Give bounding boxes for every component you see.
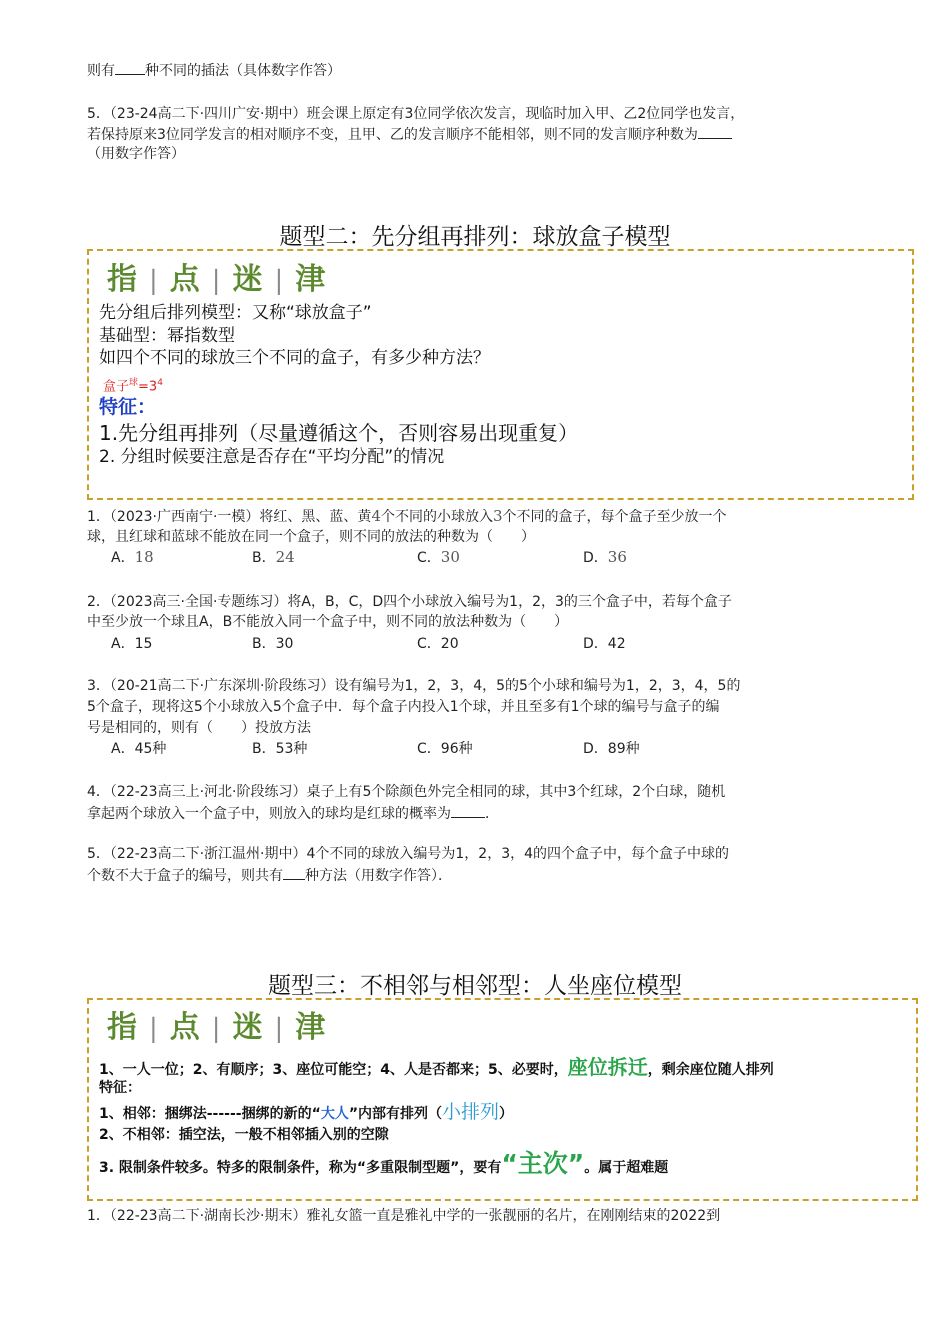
q5-top-line1: 5．（23-24高二下·四川广安·期中）班会课上原定有3位同学依次发言，现临时加入甲、乙2位同学也发言，: [87, 106, 745, 122]
feature-2: 2. 分组时候要注意是否存在“平均分配”的情况: [99, 447, 445, 467]
s3-line-4: 2、不相邻：插空法，一般不相邻插入别的空隙: [99, 1127, 389, 1143]
q5-top-line2: 若保持原来3位同学发言的相对顺序不变，且甲、乙的发言顺序不能相邻，则不同的发言顺序种数为: [87, 124, 732, 145]
option-a[interactable]: A．18: [111, 548, 154, 566]
option-c[interactable]: C．30: [417, 548, 460, 566]
s2-q5-line1: 5．（22-23高二下·浙江温州·期中）4个不同的球放入编号为1，2，3，4的四个盒子中，每个盒子中球的: [87, 846, 730, 862]
option-a[interactable]: A．45种: [111, 741, 167, 757]
formula: 盒子$^球=3^4$: [103, 378, 163, 395]
feature-1: 1.先分组再排列（尽量遵循这个，否则容易出现重复）: [99, 421, 579, 445]
answer-blank: [451, 803, 485, 818]
s2-q3-line1: 3．（20-21高二下·广东深圳·阶段练习）设有编号为1，2，3，4，5的5个小球和编号为1，2，3，4，5的: [87, 678, 741, 694]
section2-heading: 题型二：先分组再排列：球放盒子模型: [279, 224, 671, 250]
q4-tail: 则有 种不同的插法（具体数字作答）: [87, 60, 341, 81]
s3-q1-line1: 1．（22-23高二下·湖南长沙·期末）雅礼女篮一直是雅礼中学的一张靓丽的名片，在刚刚结束的2022到: [87, 1208, 721, 1224]
s2-q4-line2: 拿起两个球放入一个盒子中，则放入的球均是红球的概率为 ．: [87, 803, 499, 824]
s2-q2-line2: 中至少放一个球且A，B不能放入同一个盒子中，则不同的放法种数为（ ）: [87, 614, 569, 630]
s2-q3-line2: 5个盒子，现将这5个小球放入5个盒子中．每个盒子内投入1个球，并且至多有1个球的编号与盒子的编: [87, 699, 720, 715]
s2-q1-line2: 球，且红球和蓝球不能放在同一个盒子，则不同的放法的种数为（ ）: [87, 529, 535, 545]
tip-line-2: 基础型：幂指数型: [99, 326, 235, 346]
option-b[interactable]: B．53种: [252, 741, 308, 757]
answer-blank: [115, 60, 145, 75]
s2-q1-line1: 1．（2023·广西南宁·一模）将红、黑、蓝、黄4个不同的小球放入3个不同的盒子，每个盒子至少放一个: [87, 507, 727, 525]
feature-label: 特征：: [99, 396, 157, 418]
answer-blank: [283, 865, 305, 880]
option-b[interactable]: B．24: [252, 548, 295, 566]
s2-q5-line2: 个数不大于盒子的编号，则共有 种方法（用数字作答）．: [87, 865, 452, 886]
tip-line-3: 如四个不同的球放三个不同的盒子，有多少种方法？: [99, 348, 490, 368]
option-a[interactable]: A．15: [111, 636, 153, 652]
s3-line-1: 1、一人一位；2、有顺序；3、座位可能空；4、人是否都来；5、必要时，座位拆迁，剩余座位随人排列: [99, 1055, 774, 1079]
option-c[interactable]: C．96种: [417, 741, 473, 757]
s3-line-3: 1、相邻：捆绑法------捆绑的新的“大人”内部有排列（小排列）: [99, 1101, 514, 1123]
section2-tip-title: 指 | 点 | 迷 | 津: [107, 262, 328, 297]
s2-q4-line1: 4．（22-23高三上·河北·阶段练习）桌子上有5个除颜色外完全相同的球，其中3个红球，2个白球，随机: [87, 784, 726, 800]
option-c[interactable]: C．20: [417, 636, 459, 652]
option-d[interactable]: D．42: [583, 636, 626, 652]
option-d[interactable]: D．89种: [583, 741, 640, 757]
s3-line-2: 特征：: [99, 1080, 141, 1096]
s3-line-5: 3. 限制条件较多。特多的限制条件，称为“多重限制型题”，要有“主次”。属于超难题: [99, 1149, 669, 1178]
s2-q2-line1: 2．（2023高三·全国·专题练习）将A，B，C，D四个小球放入编号为1，2，3的三个盒子中，若每个盒子: [87, 594, 732, 610]
s2-q3-line3: 号是相同的，则有（ ）投放方法: [87, 720, 311, 736]
section3-heading: 题型三：不相邻与相邻型：人坐座位模型: [268, 973, 682, 999]
q5-top-line3: （用数字作答）: [87, 146, 185, 162]
section3-tip-title: 指 | 点 | 迷 | 津: [107, 1010, 328, 1045]
option-b[interactable]: B．30: [252, 636, 294, 652]
option-d[interactable]: D．36: [583, 548, 627, 566]
tip-line-1: 先分组后排列模型：又称“球放盒子”: [99, 303, 372, 323]
answer-blank: [698, 124, 732, 139]
